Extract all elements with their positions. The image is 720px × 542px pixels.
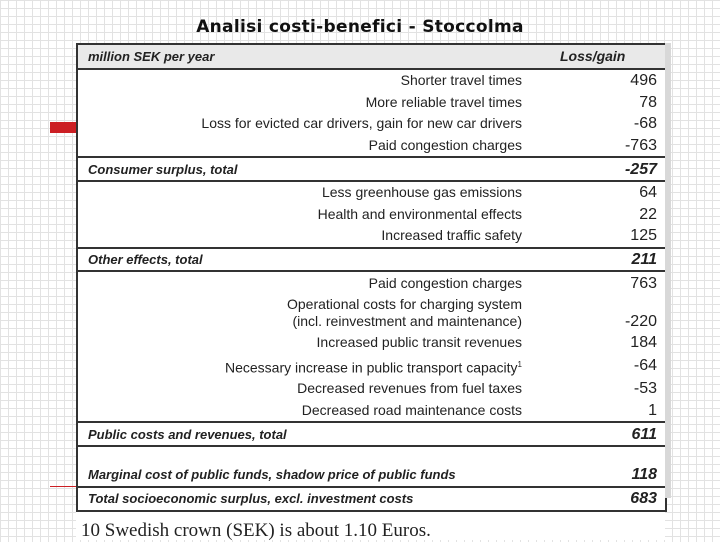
total-label: Public costs and revenues, total [77, 422, 530, 446]
total-value: 683 [530, 487, 666, 511]
row-value: -220 [624, 312, 657, 330]
consumer-surplus-total-row [77, 157, 666, 181]
total-value: 611 [530, 422, 666, 446]
row-label-line2: (incl. reinvestment and maintenance) [292, 312, 522, 329]
cost-benefit-table [76, 43, 667, 512]
footnote-marker: 1 [517, 359, 522, 369]
row-value: 64 [639, 184, 657, 202]
total-value: -257 [530, 157, 666, 181]
row-label: Decreased road maintenance costs [301, 402, 522, 419]
row-value: 763 [630, 274, 657, 292]
grand-total-row [77, 487, 666, 511]
row-value: 1 [648, 402, 657, 420]
table-row [77, 294, 666, 332]
total-label: Total socioeconomic surplus, excl. investment costs [77, 487, 530, 511]
row-label: Less greenhouse gas emissions [321, 184, 522, 201]
table-row [77, 113, 666, 135]
row-value: 184 [630, 334, 657, 352]
table-row [77, 400, 666, 423]
total-label: Other effects, total [77, 248, 530, 272]
row-value: 78 [639, 93, 657, 111]
row-label: Increased traffic safety [381, 227, 522, 244]
total-value: 211 [530, 248, 666, 272]
table-row [77, 378, 666, 400]
table-row [77, 69, 666, 92]
row-label-text: Necessary increase in public transport capacity [224, 359, 518, 376]
row-value: 22 [639, 205, 657, 223]
table-row [77, 354, 666, 379]
row-value: 125 [630, 227, 657, 245]
row-value: -53 [633, 380, 657, 398]
header-value-label: Loss/gain [530, 44, 666, 69]
total-value: 118 [530, 446, 666, 487]
table-row [77, 92, 666, 114]
row-label: Health and environmental effects [317, 205, 522, 222]
currency-footnote: 10 Swedish crown (SEK) is about 1.10 Euros. [81, 520, 431, 541]
row-label: Loss for evicted car drivers, gain for new car drivers [201, 115, 522, 132]
total-label: Consumer surplus, total [77, 157, 530, 181]
other-effects-total-row [77, 248, 666, 272]
marginal-cost-row [77, 446, 666, 487]
table-header-row [77, 44, 666, 69]
table-row [77, 271, 666, 294]
table-row [77, 204, 666, 226]
row-label: Increased public transit revenues [316, 334, 522, 351]
row-label: Decreased revenues from fuel taxes [297, 380, 522, 397]
table-row [77, 332, 666, 354]
table-row [77, 135, 666, 158]
table-row [77, 225, 666, 248]
row-value: -763 [624, 137, 657, 155]
row-label-line1: Operational costs for charging system [287, 295, 522, 312]
slide-title: Analisi costi-benefici - Stoccolma [196, 17, 524, 37]
row-label [77, 354, 530, 379]
public-total-row [77, 422, 666, 446]
row-label: Shorter travel times [400, 72, 522, 89]
row-value: -68 [633, 115, 657, 133]
row-value: -64 [633, 357, 657, 375]
row-label [77, 294, 530, 332]
row-value: 496 [630, 72, 657, 90]
total-label: Marginal cost of public funds, shadow price of public funds [77, 446, 530, 487]
row-label: Paid congestion charges [368, 137, 522, 154]
cost-benefit-sheet [76, 43, 665, 540]
header-label: million SEK per year [77, 44, 530, 69]
row-label: Paid congestion charges [368, 274, 522, 291]
table-row [77, 181, 666, 204]
row-label: More reliable travel times [365, 93, 522, 110]
